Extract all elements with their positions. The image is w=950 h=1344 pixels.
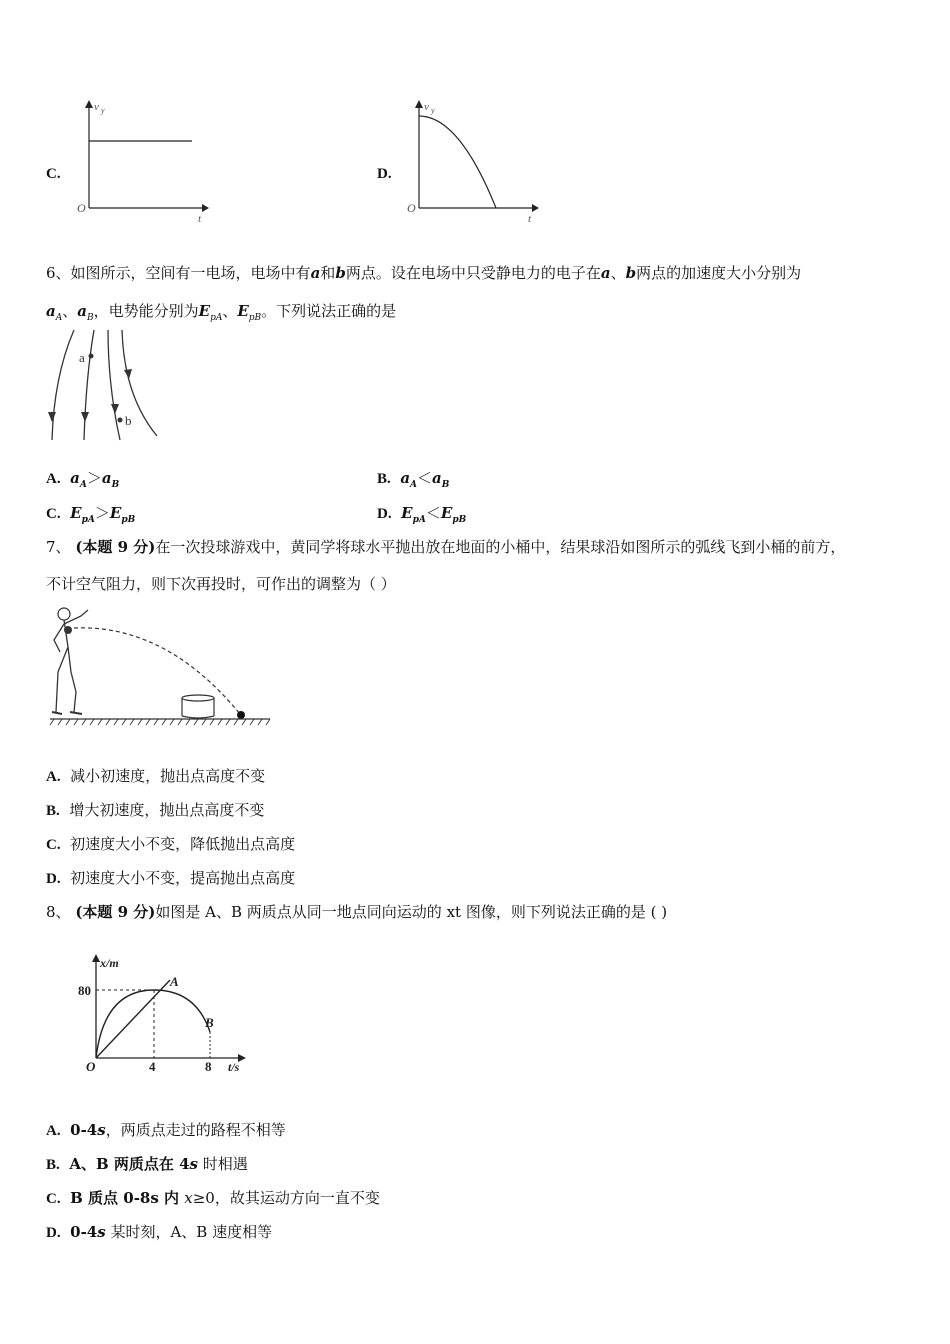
curve-B bbox=[96, 990, 210, 1058]
person-feet bbox=[52, 712, 82, 714]
field-line-1-arrow bbox=[48, 412, 56, 422]
ball-trajectory bbox=[74, 628, 240, 714]
origin-label: O bbox=[86, 1059, 96, 1074]
x-axis-arrow bbox=[202, 204, 209, 212]
q7-stem-line2: 不计空气阻力，则下次再投时，可作出的调整为（ ） bbox=[46, 575, 396, 593]
q8-option-b[interactable]: B. A、B 两质点在 4s 时相遇 bbox=[46, 1155, 248, 1173]
q6-option-a[interactable]: A. $a_A>a_B$ bbox=[46, 469, 120, 490]
field-line-2-arrow bbox=[81, 412, 89, 422]
x-axis-arrow bbox=[532, 204, 539, 212]
q7-stem-line1: 7、 (本题 9 分)在一次投球游戏中，黄同学将球水平抛出放在地面的小桶中，结果球沿如图所示的弧线飞到小桶的前方， bbox=[46, 538, 846, 556]
ground-hatch bbox=[50, 719, 270, 725]
q8-option-d[interactable]: D. 0-4s 某时刻，A、B 速度相等 bbox=[46, 1223, 273, 1241]
label-B: B bbox=[205, 1015, 214, 1030]
origin-label: O bbox=[77, 201, 86, 215]
x-axis-arrow bbox=[92, 954, 100, 962]
field-line-1 bbox=[52, 330, 74, 440]
point-a-label: a bbox=[79, 350, 85, 365]
y-axis-label: x/m bbox=[100, 956, 119, 970]
x-axis-label: t/s bbox=[228, 1060, 240, 1074]
vy-decreasing-curve bbox=[419, 116, 496, 208]
origin-label: O bbox=[407, 201, 416, 215]
landed-ball bbox=[237, 711, 245, 719]
q6-option-c[interactable]: C. $E_{pA}>E_{pB}$ bbox=[46, 504, 136, 525]
y-axis-arrow bbox=[415, 100, 423, 108]
q5-option-d-label: D. bbox=[377, 166, 392, 182]
q5-option-c-label: C. bbox=[46, 166, 61, 182]
axis-vy-label: v bbox=[424, 101, 429, 113]
y-axis-arrow bbox=[85, 100, 93, 108]
axis-t-label: t bbox=[528, 213, 532, 225]
point-a bbox=[89, 354, 94, 359]
y-tick-80: 80 bbox=[78, 983, 91, 998]
q6-stem-line2: $a_A$、$a_B$，电势能分别为$E_{pA}$、$E_{pB}$。下列说法正确的是 bbox=[46, 302, 397, 323]
x-tick-4: 4 bbox=[149, 1059, 156, 1074]
axis-vy-sub: y bbox=[431, 106, 435, 115]
q6-stem-line1: 6、如图所示，空间有一电场，电场中有a和b两点。设在电场中只受静电力的电子在a、b两点的加速度大小分别为 bbox=[46, 264, 802, 282]
person-head bbox=[58, 608, 70, 620]
q8-xt-graph bbox=[78, 950, 258, 1074]
q8-option-a[interactable]: A. 0-4s，两质点走过的路程不相等 bbox=[46, 1121, 286, 1139]
q7-option-a[interactable]: A. 减小初速度，抛出点高度不变 bbox=[46, 767, 266, 785]
q6-option-d[interactable]: D. $E_{pA}<E_{pB}$ bbox=[377, 504, 467, 525]
q6-electric-field-figure bbox=[44, 326, 168, 446]
x-tick-8: 8 bbox=[205, 1059, 212, 1074]
q8-option-c[interactable]: C. B 质点 0-8s 内 x≥0，故其运动方向一直不变 bbox=[46, 1189, 380, 1207]
bucket-rim bbox=[182, 695, 214, 701]
q6-option-b[interactable]: B. $a_A<a_B$ bbox=[377, 469, 450, 490]
axis-vy-sub: y bbox=[101, 106, 105, 115]
point-b-label: b bbox=[125, 413, 132, 428]
q7-option-b[interactable]: B. 增大初速度，抛出点高度不变 bbox=[46, 801, 265, 819]
axis-vy-label: v bbox=[94, 101, 99, 113]
field-line-3 bbox=[108, 330, 120, 440]
q5-option-c-graph bbox=[74, 96, 214, 226]
field-line-3-arrow bbox=[111, 404, 119, 414]
axis-t-label: t bbox=[198, 213, 202, 225]
q7-option-d[interactable]: D. 初速度大小不变，提高抛出点高度 bbox=[46, 869, 296, 887]
q7-option-c[interactable]: C. 初速度大小不变，降低抛出点高度 bbox=[46, 835, 296, 853]
point-b bbox=[118, 418, 123, 423]
q5-option-d-graph bbox=[404, 96, 544, 226]
field-line-2 bbox=[84, 330, 94, 440]
person-body bbox=[56, 620, 76, 712]
q8-stem-line1: 8、 (本题 9 分)如图是 A、B 两质点从同一地点同向运动的 xt 图像，则下列说法正确的是 ( ) bbox=[46, 903, 668, 921]
q7-throw-figure bbox=[46, 602, 274, 728]
label-A: A bbox=[170, 974, 179, 989]
ball-in-hand bbox=[64, 626, 72, 634]
